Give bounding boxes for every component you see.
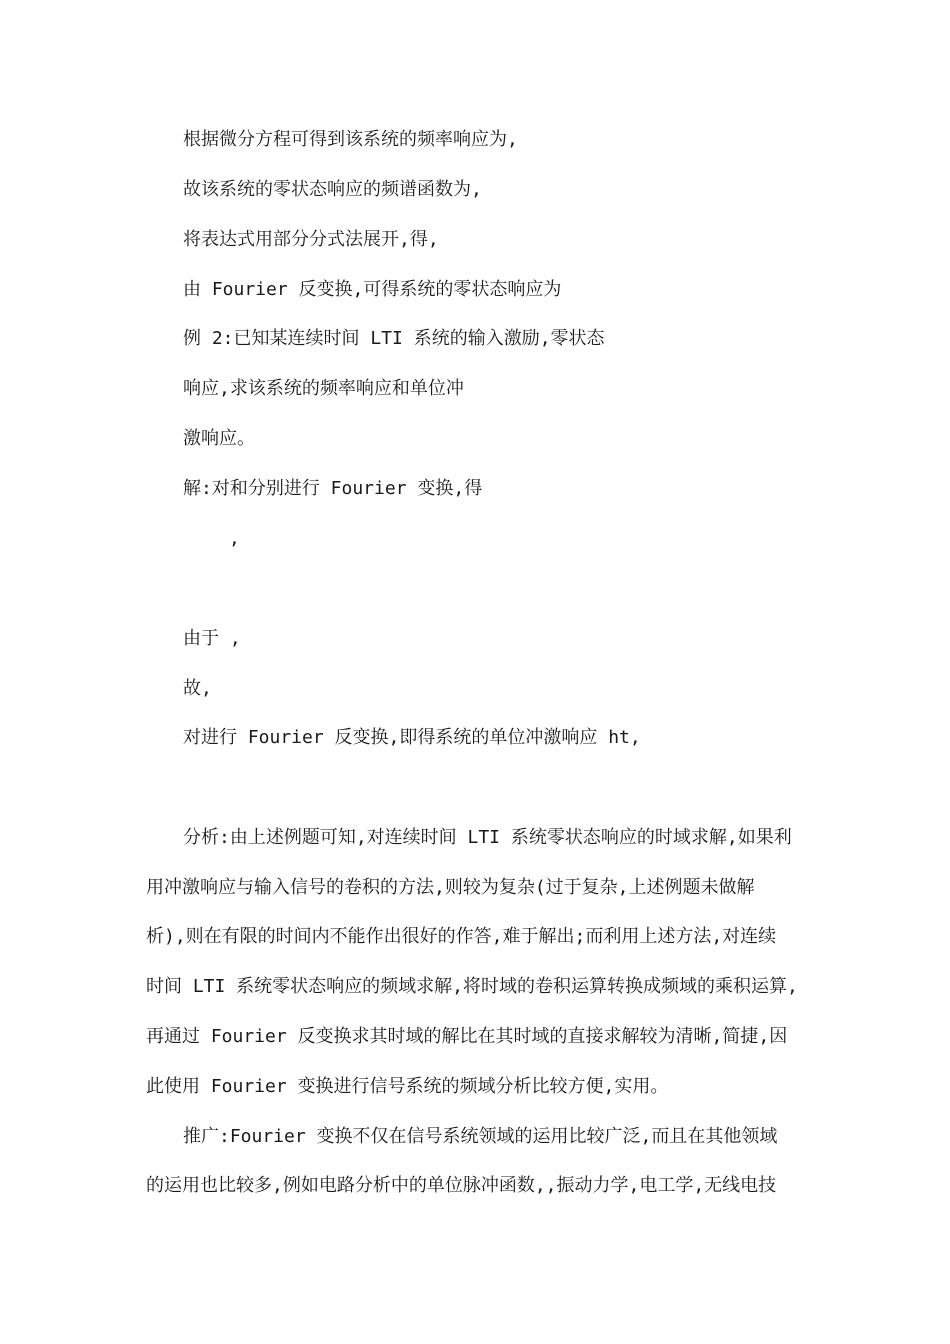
text-line: 例 2:已知某连续时间 LTI 系统的输入激励,零状态 [183, 328, 605, 349]
text-line: 由 Fourier 反变换,可得系统的零状态响应为 [183, 279, 562, 300]
text-line: 故, [183, 678, 212, 699]
paragraph-line: 推广:Fourier 变换不仅在信号系统领域的运用比较广泛,而且在其他领域 [183, 1126, 778, 1147]
text-line: 将表达式用部分分式法展开,得, [183, 229, 439, 250]
comma-line: , [229, 528, 240, 549]
paragraph-line: 用冲激响应与输入信号的卷积的方法,则较为复杂(过于复杂,上述例题未做解 [146, 877, 755, 898]
paragraph-line: 的运用也比较多,例如电路分析中的单位脉冲函数,,振动力学,电工学,无线电技 [146, 1175, 777, 1196]
paragraph-line: 此使用 Fourier 变换进行信号系统的频域分析比较方便,实用。 [146, 1076, 669, 1097]
paragraph-line: 析),则在有限的时间内不能作出很好的作答,难于解出;而利用上述方法,对连续 [146, 926, 777, 947]
text-line: 由于 , [183, 628, 241, 649]
text-line: 对进行 Fourier 反变换,即得系统的单位冲激响应 ht, [183, 727, 641, 748]
text-line: 响应,求该系统的频率响应和单位冲 [183, 378, 464, 399]
text-line: 解:对和分别进行 Fourier 变换,得 [183, 478, 483, 499]
text-line: 激响应。 [183, 428, 255, 449]
paragraph-line: 分析:由上述例题可知,对连续时间 LTI 系统零状态响应的时域求解,如果利 [183, 827, 792, 848]
paragraph-line: 再通过 Fourier 反变换求其时域的解比在其时域的直接求解较为清晰,简捷,因 [146, 1026, 788, 1047]
text-line: 故该系统的零状态响应的频谱函数为, [183, 179, 482, 200]
paragraph-line: 时间 LTI 系统零状态响应的频域求解,将时域的卷积运算转换成频域的乘积运算, [146, 976, 798, 997]
text-line: 根据微分方程可得到该系统的频率响应为, [183, 129, 518, 150]
